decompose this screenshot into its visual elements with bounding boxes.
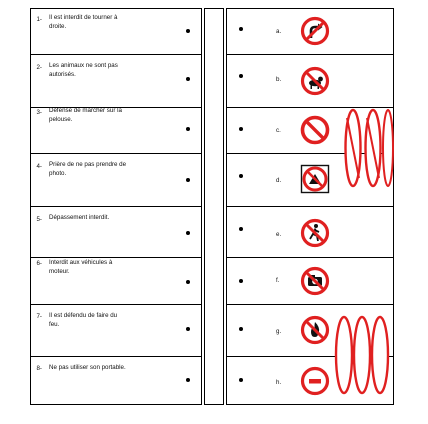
match-dot-left[interactable] [186,378,190,382]
sign-letter: h. [276,379,282,386]
statement-text: Prière de ne pas prendre de photo. [49,161,127,177]
match-dot-right[interactable] [239,327,243,331]
no-parking-icon [382,108,394,188]
match-dot-right[interactable] [239,279,243,283]
statement-text: Ne pas utiliser son portable. [49,364,126,371]
item-number: 1- [36,16,42,23]
match-dot-left[interactable] [186,231,190,235]
match-dot-left[interactable] [186,127,190,131]
no-fire-icon [300,315,330,345]
match-dot-right[interactable] [239,227,243,231]
list-item [30,153,394,206]
exercise-table [30,8,394,405]
sign-letter: f. [276,277,280,284]
no-cycling-icon [334,308,394,403]
sign-letter: c. [276,127,281,134]
sign-letter: b. [276,76,282,83]
list-item [30,206,394,257]
sign-letter: d. [276,177,282,184]
no-mobile-phone-icon [300,366,330,396]
statement-text: Les animaux ne sont pas autorisés. [49,62,118,78]
item-number: 4- [36,163,42,170]
no-cars-icon [344,108,362,188]
list-item [30,8,394,54]
list-item [30,107,394,153]
match-dot-left[interactable] [186,178,190,182]
list-item [30,257,394,304]
list-item [30,54,394,107]
no-photo-icon [300,164,330,194]
match-dot-right[interactable] [239,174,243,178]
sign-letter: g. [276,328,282,335]
statement-text: Il est interdit de tourner à droite. [49,14,118,30]
match-dot-left[interactable] [186,29,190,33]
statement-text: Dépassement interdit. [49,214,110,221]
match-dot-right[interactable] [239,127,243,131]
sign-letter: e. [276,231,282,238]
no-right-turn-icon [300,16,330,46]
no-overtaking-icon [364,108,382,188]
item-number: 7- [36,313,42,320]
match-dot-left[interactable] [186,77,190,81]
match-dot-right[interactable] [239,378,243,382]
no-animals-icon [300,66,330,96]
match-dot-left[interactable] [186,327,190,331]
match-dot-right[interactable] [239,27,243,31]
no-walking-on-grass-icon [300,218,330,248]
sign-letter: a. [276,28,282,35]
match-dot-left[interactable] [186,280,190,284]
match-dot-right[interactable] [239,74,243,78]
statement-text: Défense de marcher sur la pelouse. [49,107,122,123]
statement-text: Interdit aux véhicules à moteur. [49,259,113,275]
item-number: 5- [36,216,42,223]
item-number: 2- [36,64,42,71]
statement-text: Il est défendu de faire du feu. [49,312,118,328]
no-camera-icon [300,266,330,296]
no-entry-circle-icon [300,115,330,145]
item-number: 6- [36,260,42,267]
item-number: 3- [36,109,42,116]
item-number: 8- [36,365,42,372]
